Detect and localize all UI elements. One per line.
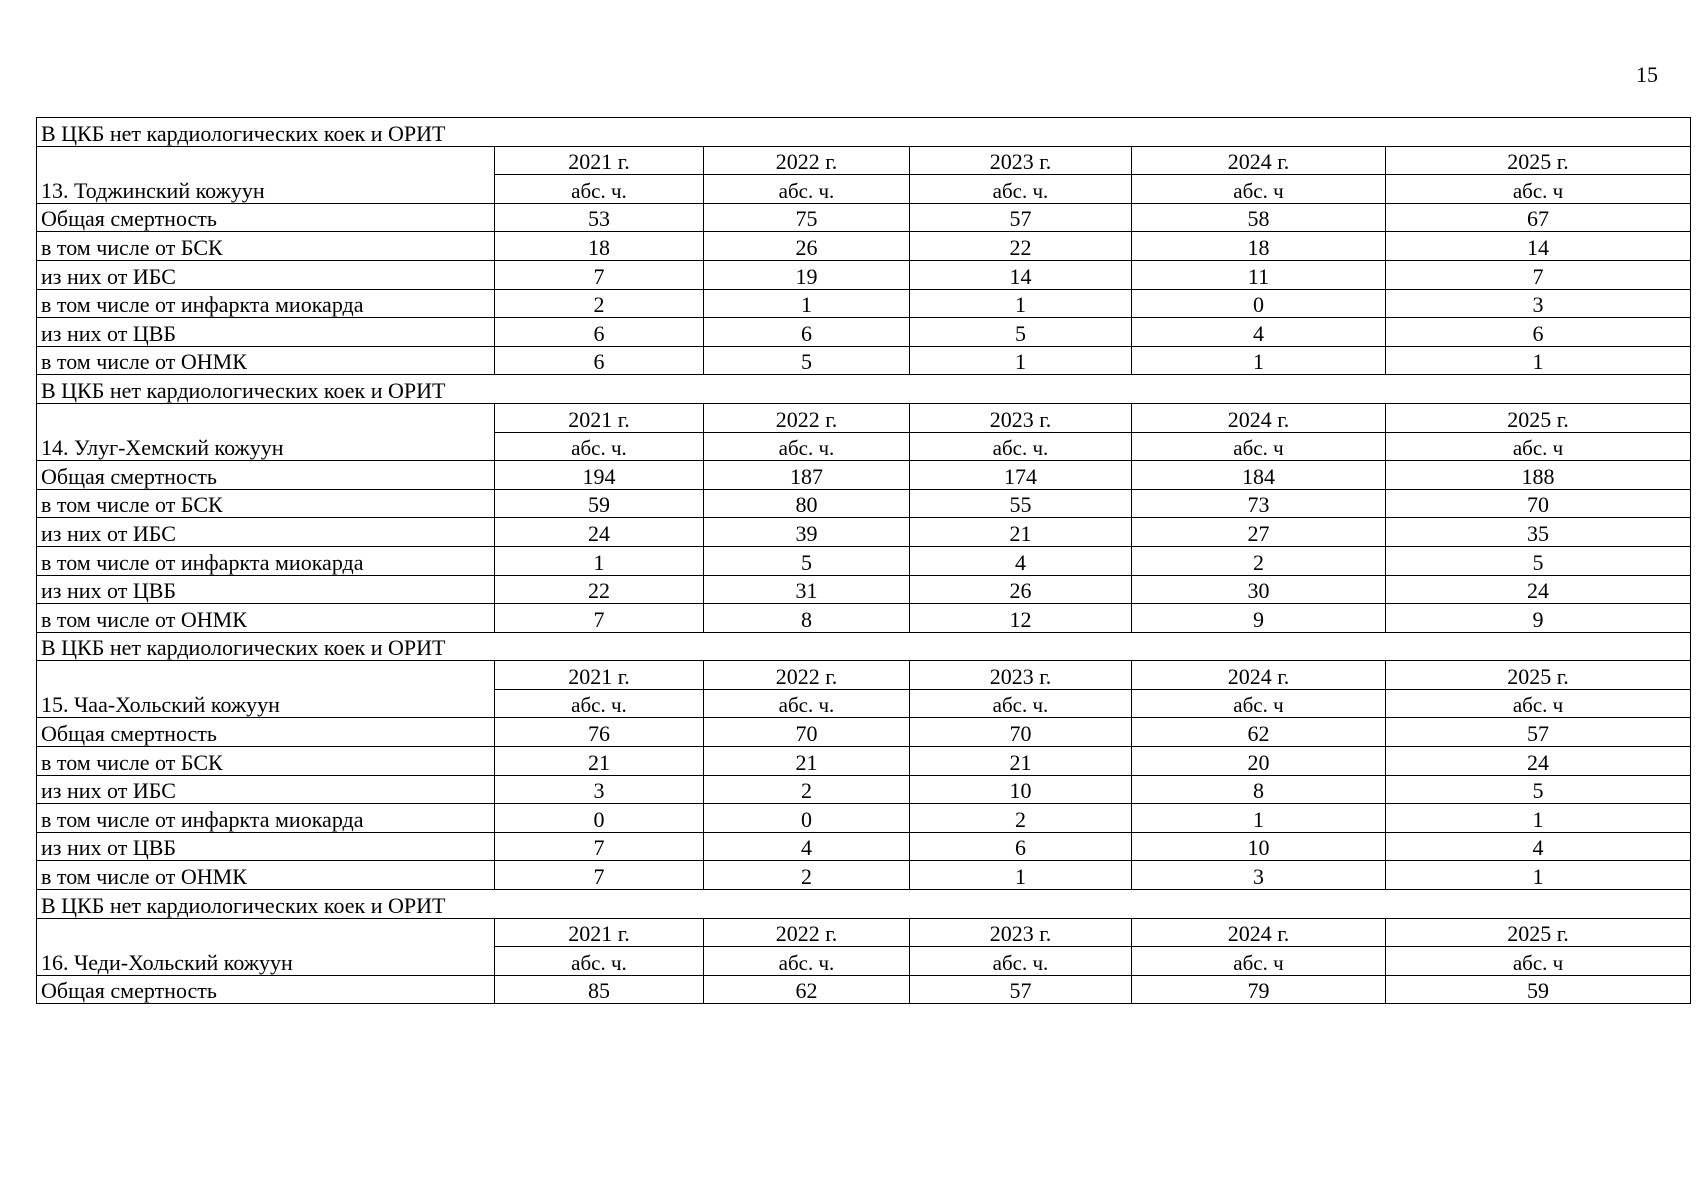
value-cell: 22 (495, 575, 704, 604)
unit-header: абс. ч. (910, 432, 1132, 461)
value-cell: 9 (1132, 604, 1386, 633)
row-label: из них от ЦВБ (37, 575, 495, 604)
value-cell: 1 (495, 546, 704, 575)
value-cell: 1 (1132, 346, 1386, 375)
row-label: Общая смертность (37, 203, 495, 232)
value-cell: 57 (910, 203, 1132, 232)
value-cell: 3 (1132, 861, 1386, 890)
value-cell: 7 (495, 604, 704, 633)
value-cell: 2 (495, 289, 704, 318)
district-name: 13. Тоджинский кожуун (37, 146, 495, 203)
value-cell: 35 (1386, 518, 1691, 547)
unit-header: абс. ч (1386, 689, 1691, 718)
value-cell: 62 (1132, 718, 1386, 747)
value-cell: 187 (704, 461, 910, 490)
table-row (37, 861, 1691, 890)
district-name: 14. Улуг-Хемский кожуун (37, 403, 495, 460)
unit-header: абс. ч (1386, 175, 1691, 204)
row-label: из них от ИБС (37, 518, 495, 547)
district-header-row (37, 918, 1691, 947)
value-cell: 18 (495, 232, 704, 261)
value-cell: 0 (1132, 289, 1386, 318)
value-cell: 2 (910, 804, 1132, 833)
value-cell: 26 (704, 232, 910, 261)
year-header: 2021 г. (495, 661, 704, 690)
value-cell: 14 (1386, 232, 1691, 261)
unit-header: абс. ч (1132, 689, 1386, 718)
table-row (37, 461, 1691, 490)
value-cell: 5 (910, 318, 1132, 347)
table-row (37, 232, 1691, 261)
value-cell: 20 (1132, 747, 1386, 776)
row-label: Общая смертность (37, 975, 495, 1004)
unit-header: абс. ч (1132, 947, 1386, 976)
table-row (37, 203, 1691, 232)
value-cell: 1 (910, 861, 1132, 890)
year-header: 2025 г. (1386, 918, 1691, 947)
unit-header: абс. ч. (704, 947, 910, 976)
value-cell: 70 (1386, 489, 1691, 518)
value-cell: 14 (910, 260, 1132, 289)
value-cell: 9 (1386, 604, 1691, 633)
value-cell: 0 (704, 804, 910, 833)
table-row (37, 318, 1691, 347)
year-header: 2023 г. (910, 918, 1132, 947)
value-cell: 24 (1386, 747, 1691, 776)
table-row (37, 975, 1691, 1004)
district-name: 15. Чаа-Хольский кожуун (37, 661, 495, 718)
value-cell: 10 (1132, 832, 1386, 861)
row-label: из них от ИБС (37, 260, 495, 289)
value-cell: 6 (704, 318, 910, 347)
value-cell: 5 (704, 346, 910, 375)
unit-header: абс. ч. (495, 175, 704, 204)
value-cell: 4 (910, 546, 1132, 575)
unit-header: абс. ч (1132, 175, 1386, 204)
value-cell: 80 (704, 489, 910, 518)
value-cell: 24 (1386, 575, 1691, 604)
year-header: 2023 г. (910, 661, 1132, 690)
value-cell: 6 (910, 832, 1132, 861)
year-header: 2024 г. (1132, 918, 1386, 947)
value-cell: 24 (495, 518, 704, 547)
unit-header: абс. ч. (704, 689, 910, 718)
value-cell: 21 (910, 747, 1132, 776)
value-cell: 7 (495, 832, 704, 861)
page-number: 15 (1636, 62, 1658, 87)
value-cell: 73 (1132, 489, 1386, 518)
unit-header: абс. ч. (495, 689, 704, 718)
value-cell: 7 (495, 861, 704, 890)
table-row (37, 747, 1691, 776)
unit-header: абс. ч. (704, 432, 910, 461)
year-header: 2021 г. (495, 403, 704, 432)
value-cell: 5 (1386, 546, 1691, 575)
value-cell: 85 (495, 975, 704, 1004)
district-header-row (37, 661, 1691, 690)
year-header: 2025 г. (1386, 403, 1691, 432)
row-label: в том числе от инфаркта миокарда (37, 546, 495, 575)
year-header: 2022 г. (704, 146, 910, 175)
value-cell: 70 (910, 718, 1132, 747)
value-cell: 7 (495, 260, 704, 289)
mortality-table (36, 117, 1691, 1004)
district-header-row (37, 403, 1691, 432)
value-cell: 58 (1132, 203, 1386, 232)
unit-header: абс. ч (1386, 432, 1691, 461)
value-cell: 2 (704, 775, 910, 804)
unit-header: абс. ч. (910, 689, 1132, 718)
table-row (37, 832, 1691, 861)
unit-header: абс. ч. (495, 947, 704, 976)
row-label: из них от ЦВБ (37, 832, 495, 861)
year-header: 2022 г. (704, 403, 910, 432)
unit-header: абс. ч. (704, 175, 910, 204)
value-cell: 75 (704, 203, 910, 232)
value-cell: 1 (1386, 346, 1691, 375)
value-cell: 30 (1132, 575, 1386, 604)
table-row (37, 289, 1691, 318)
unit-header: абс. ч. (495, 432, 704, 461)
value-cell: 59 (1386, 975, 1691, 1004)
table-row (37, 604, 1691, 633)
value-cell: 67 (1386, 203, 1691, 232)
year-header: 2024 г. (1132, 403, 1386, 432)
value-cell: 39 (704, 518, 910, 547)
year-header: 2025 г. (1386, 146, 1691, 175)
value-cell: 10 (910, 775, 1132, 804)
value-cell: 27 (1132, 518, 1386, 547)
table-row (37, 775, 1691, 804)
value-cell: 76 (495, 718, 704, 747)
value-cell: 6 (1386, 318, 1691, 347)
row-label: в том числе от БСК (37, 232, 495, 261)
district-header-row (37, 146, 1691, 175)
note-cell: В ЦКБ нет кардиологических коек и ОРИТ (37, 632, 1691, 661)
note-row (37, 118, 1691, 147)
value-cell: 1 (1386, 804, 1691, 833)
row-label: в том числе от инфаркта миокарда (37, 804, 495, 833)
value-cell: 6 (495, 346, 704, 375)
unit-header: абс. ч. (910, 947, 1132, 976)
table-row (37, 346, 1691, 375)
table-row (37, 489, 1691, 518)
value-cell: 12 (910, 604, 1132, 633)
value-cell: 18 (1132, 232, 1386, 261)
value-cell: 4 (1386, 832, 1691, 861)
value-cell: 70 (704, 718, 910, 747)
value-cell: 1 (910, 289, 1132, 318)
value-cell: 62 (704, 975, 910, 1004)
year-header: 2024 г. (1132, 146, 1386, 175)
unit-header: абс. ч. (910, 175, 1132, 204)
year-header: 2022 г. (704, 918, 910, 947)
table-row (37, 804, 1691, 833)
row-label: из них от ЦВБ (37, 318, 495, 347)
year-header: 2022 г. (704, 661, 910, 690)
value-cell: 19 (704, 260, 910, 289)
table-row (37, 575, 1691, 604)
value-cell: 21 (495, 747, 704, 776)
value-cell: 0 (495, 804, 704, 833)
value-cell: 8 (704, 604, 910, 633)
value-cell: 57 (910, 975, 1132, 1004)
value-cell: 53 (495, 203, 704, 232)
year-header: 2024 г. (1132, 661, 1386, 690)
note-row (37, 375, 1691, 404)
value-cell: 188 (1386, 461, 1691, 490)
value-cell: 8 (1132, 775, 1386, 804)
unit-header: абс. ч (1132, 432, 1386, 461)
value-cell: 5 (1386, 775, 1691, 804)
value-cell: 174 (910, 461, 1132, 490)
value-cell: 79 (1132, 975, 1386, 1004)
value-cell: 11 (1132, 260, 1386, 289)
value-cell: 3 (495, 775, 704, 804)
row-label: в том числе от БСК (37, 747, 495, 776)
row-label: в том числе от БСК (37, 489, 495, 518)
row-label: в том числе от ОНМК (37, 861, 495, 890)
unit-header: абс. ч (1386, 947, 1691, 976)
year-header: 2021 г. (495, 918, 704, 947)
value-cell: 184 (1132, 461, 1386, 490)
note-cell: В ЦКБ нет кардиологических коек и ОРИТ (37, 375, 1691, 404)
note-cell: В ЦКБ нет кардиологических коек и ОРИТ (37, 118, 1691, 147)
row-label: Общая смертность (37, 461, 495, 490)
year-header: 2023 г. (910, 146, 1132, 175)
table-row (37, 718, 1691, 747)
table-row (37, 518, 1691, 547)
value-cell: 31 (704, 575, 910, 604)
value-cell: 4 (704, 832, 910, 861)
value-cell: 1 (910, 346, 1132, 375)
value-cell: 55 (910, 489, 1132, 518)
row-label: Общая смертность (37, 718, 495, 747)
year-header: 2023 г. (910, 403, 1132, 432)
value-cell: 1 (1132, 804, 1386, 833)
value-cell: 1 (1386, 861, 1691, 890)
year-header: 2021 г. (495, 146, 704, 175)
row-label: в том числе от ОНМК (37, 604, 495, 633)
value-cell: 26 (910, 575, 1132, 604)
value-cell: 7 (1386, 260, 1691, 289)
note-row (37, 632, 1691, 661)
value-cell: 1 (704, 289, 910, 318)
value-cell: 194 (495, 461, 704, 490)
year-header: 2025 г. (1386, 661, 1691, 690)
value-cell: 6 (495, 318, 704, 347)
table-row (37, 260, 1691, 289)
value-cell: 2 (1132, 546, 1386, 575)
district-name: 16. Чеди-Хольский кожуун (37, 918, 495, 975)
note-row (37, 890, 1691, 919)
row-label: в том числе от ОНМК (37, 346, 495, 375)
value-cell: 57 (1386, 718, 1691, 747)
row-label: в том числе от инфаркта миокарда (37, 289, 495, 318)
value-cell: 21 (910, 518, 1132, 547)
mortality-table-body (37, 118, 1691, 1004)
table-row (37, 546, 1691, 575)
value-cell: 4 (1132, 318, 1386, 347)
value-cell: 59 (495, 489, 704, 518)
note-cell: В ЦКБ нет кардиологических коек и ОРИТ (37, 890, 1691, 919)
value-cell: 5 (704, 546, 910, 575)
value-cell: 22 (910, 232, 1132, 261)
value-cell: 2 (704, 861, 910, 890)
value-cell: 3 (1386, 289, 1691, 318)
row-label: из них от ИБС (37, 775, 495, 804)
value-cell: 21 (704, 747, 910, 776)
